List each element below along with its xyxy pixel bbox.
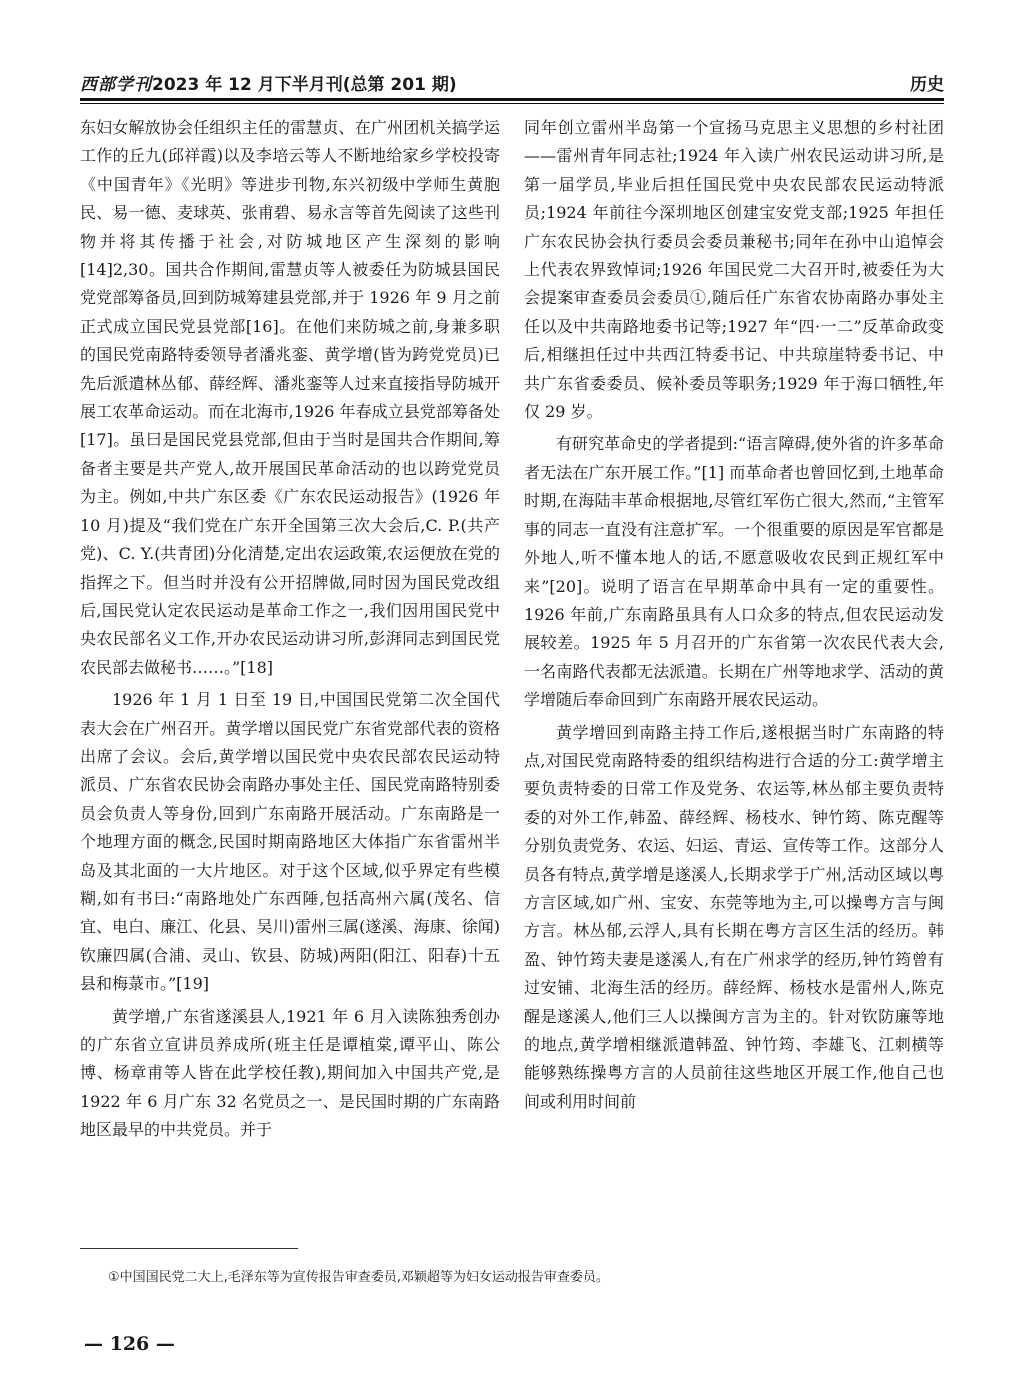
paragraph-6: 黄学增回到南路主持工作后,遂根据当时广东南路的特点,对国民党南路特委的组织结构进行合适的分工:黄学增主要负责特委的日常工作及党务、农运等,林丛郁主要负责特委的对外工作,韩盈、薛经辉、杨枝水、钟竹筠、陈克醒等分别负责党务、农运、妇运、青运、宣传等工作。这部分人员各有特点,黄学增是遂溪人,长期求学于广州,活动区域以粤方言区域,如广州、宝安、东莞等地为主,可以操粤方言与闽方言。林丛郁,云浮人,具有长期在粤方言区生活的经历。韩盈、钟竹筠夫妻是遂溪人,有在广州求学的经历,钟竹筠曾有过安铺、北海生活的经历。薛经辉、杨枝水是雷州人,陈克醒是遂溪人,他们三人以操闽方言为主的。针对钦防廉等地的地点,黄学增相继派遣韩盈、钟竹筠、李雄飞、江刺横等能够熟练操粤方言的人员前往这些地区开展工作,他自己也间或利用时间前 — [524, 722, 944, 1111]
paragraph-1: 东妇女解放协会任组织主任的雷慧贞、在广州团机关搞学运工作的丘九(邱祥霞)以及李培云等人不断地给家乡学校投寄《中国青年》《光明》等进步刊物,东兴初级中学师生黄胞民、易一德、麦球英、张甫碧、易永言等首先阅读了这些刊物并将其传播于社会,对防城地区产生深刻的影响[14]2,30。国共合作期间,雷慧贞等人被委任为防城县国民党党部筹备员,回到防城筹建县党部,并于 1926 年 9 月之前正式成立国民党县党部[16]。在他们来防城之前,身兼多职的国民党南路特委领导者潘兆銮、黄学增(皆为跨党党员)已先后派遣林丛郁、薛经辉、潘兆銮等人过来直接指导防城开展工农革命运动。而在北海市,1926 年春成立县党部筹备处[17]。虽曰是国民党县党部,但由于当时是国共合作期间,筹备者主要是共产党人,故开展国民革命活动的也以跨党党员为主。例如,中共广东区委《广东农民运动报告》(1926 年 10 月)提及“我们党在广东开全国第三次大会后,C. P.(共产党)、C. Y.(共青团)分化清楚,定出农运政策,农运便放在党的指挥之下。但当时并没有公开招牌做,同时因为国民党改组后,国民党认定农民运动是革命工作之一,我们因用国民党中央农民部名义工作,开办农民运动讲习所,彭湃同志到国民党农民部去做秘书……。”[18] — [80, 118, 500, 677]
paragraph-3: 黄学增,广东省遂溪县人,1921 年 6 月入读陈独秀创办的广东省立宣讲员养成所(班主任是谭植棠,谭平山、陈公博、杨章甫等人皆在此学校任教),期间加入中国共产党,是 1922 年 6 月广东 32 名党员之一、是民国时期的广东南路地区最早的中共党员。并于 — [80, 1006, 500, 1140]
paragraph-2: 1926 年 1 月 1 日至 19 日,中国国民党第二次全国代表大会在广州召开。黄学增以国民党广东省党部代表的资格出席了会议。会后,黄学增以国民党中央农民部农民运动特派员、广东省农民协会南路办事处主任、国民党南路特别委员会负责人等身份,回到广东南路开展活动。广东南路是一个地理方面的概念,民国时期南路地区大体指广东省雷州半岛及其北面的一大片地区。对于这个区域,似乎界定有些模糊,如有书曰:“南路地处广东西陲,包括高州六属(茂名、信宜、电白、廉江、化县、吴川)雷州三属(遂溪、海康、徐闻)钦廉四属(合浦、灵山、钦县、防城)两阳(阳江、阳春)十五县和梅菉市。”[19] — [80, 690, 500, 994]
page-number: — 126 — — [84, 1333, 175, 1355]
journal-issue-line — [80, 70, 457, 95]
paragraph-4: 同年创立雷州半岛第一个宣扬马克思主义思想的乡村社团——雷州青年同志社;1924 年入读广州农民运动讲习所,是第一届学员,毕业后担任国民党中央农民部农民运动特派员;1924 年前往今深圳地区创建宝安党支部;1925 年担任广东农民协会执行委员会委员兼秘书;同年在孙中山追悼会上代表农界致悼词;1926 年国民党二大召开时,被委任为大会提案审查委员会委员①,随后任广东省农协南路办事处主任以及中共南路地委书记等;1927 年“四·一二”反革命政变后,相继担任过中共西江特委书记、中共琼崖特委书记、中共广东省委委员、候补委员等职务;1929 年于海口牺牲,年仅 29 岁。 — [524, 118, 944, 422]
header-rule-thin — [80, 103, 944, 104]
paragraph-5: 有研究革命史的学者提到:“语言障碍,使外省的许多革命者无法在广东开展工作。”[1] 而革命者也曾回忆到,土地革命时期,在海陆丰革命根据地,尽管红军伤亡很大,然而,“主管军事的同志一直没有注意扩军。一个很重要的原因是军官都是外地人,听不懂本地人的话,不愿意吸收农民到正规红军中来”[20]。说明了语言在早期革命中具有一定的重要性。1926 年前,广东南路虽具有人口众多的特点,但农民运动发展较差。1925 年 5 月召开的广东省第一次农民代表大会,一名南路代表都无法派遣。长期在广州等地求学、活动的黄学增随后奉命回到广东南路开展农民运动。 — [524, 434, 944, 710]
running-header — [80, 62, 944, 102]
issue-info: 2023 年 12 月下半月刊(总第 201 期) — [152, 75, 457, 95]
left-column — [80, 114, 500, 1220]
section-title: 历史 — [910, 75, 944, 95]
journal-logo: 西部学刊 — [80, 75, 152, 95]
footnote: ①中国国民党二大上,毛泽东等为宣传报告审查委员,邓颖超等为妇女运动报告审查委员。 — [108, 1270, 609, 1285]
header-rule-thick — [80, 98, 944, 101]
right-column — [524, 114, 944, 1220]
footnote-divider — [80, 1248, 298, 1249]
